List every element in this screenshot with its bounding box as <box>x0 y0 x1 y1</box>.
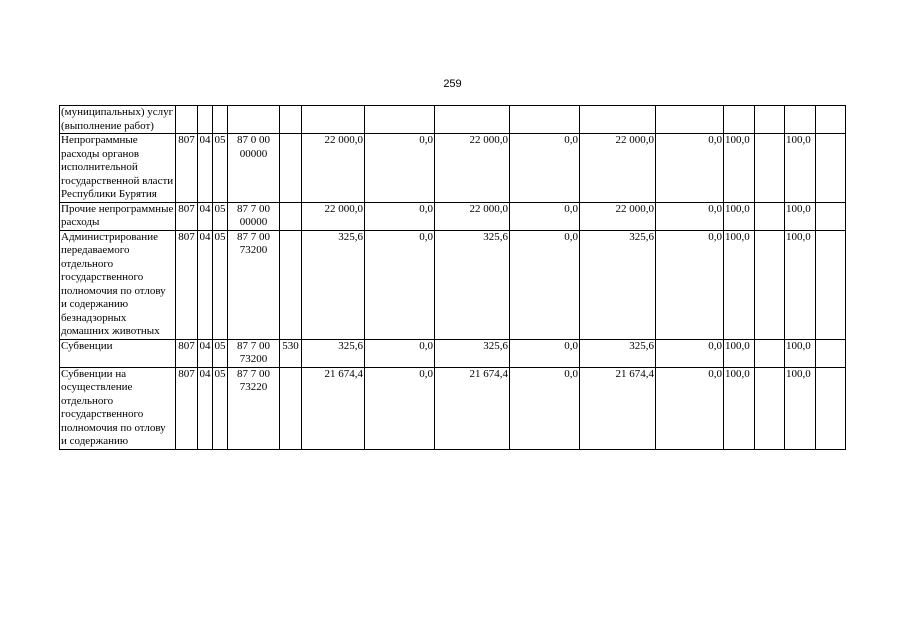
row-value-4: 0,0 <box>510 230 580 339</box>
row-percent-2 <box>755 106 785 134</box>
row-value-2 <box>365 106 435 134</box>
row-value-4: 0,0 <box>510 202 580 230</box>
row-percent-2 <box>755 339 785 367</box>
row-value-6: 0,0 <box>656 202 724 230</box>
row-value-5: 22 000,0 <box>580 202 656 230</box>
row-subsection: 05 <box>213 339 228 367</box>
row-value-3: 22 000,0 <box>435 202 510 230</box>
row-grbs: 807 <box>176 339 198 367</box>
table-row <box>60 134 846 203</box>
row-percent-3: 100,0 <box>785 134 816 203</box>
row-percent-1: 100,0 <box>724 367 755 449</box>
row-percent-1 <box>724 106 755 134</box>
row-name: Субвенции <box>60 339 176 367</box>
table-row <box>60 202 846 230</box>
row-name: Прочие непрограммные расходы <box>60 202 176 230</box>
row-value-6: 0,0 <box>656 339 724 367</box>
row-empty-cell <box>816 339 846 367</box>
row-empty-cell <box>816 230 846 339</box>
row-percent-1: 100,0 <box>724 230 755 339</box>
row-subsection: 05 <box>213 202 228 230</box>
row-subsection: 05 <box>213 230 228 339</box>
row-name: Субвенции на осуществление отдельного государственного полномочия по отлову и содержанию <box>60 367 176 449</box>
row-value-5: 22 000,0 <box>580 134 656 203</box>
row-value-3: 325,6 <box>435 339 510 367</box>
row-empty-cell <box>816 106 846 134</box>
row-value-3: 21 674,4 <box>435 367 510 449</box>
row-expense-type <box>280 202 302 230</box>
table-row <box>60 367 846 449</box>
row-subsection: 05 <box>213 367 228 449</box>
row-value-2: 0,0 <box>365 367 435 449</box>
row-expense-type <box>280 230 302 339</box>
page-number: 259 <box>443 78 462 90</box>
row-section: 04 <box>198 134 213 203</box>
row-section: 04 <box>198 339 213 367</box>
row-value-6 <box>656 106 724 134</box>
row-value-5: 21 674,4 <box>580 367 656 449</box>
row-empty-cell <box>816 202 846 230</box>
row-value-1 <box>302 106 365 134</box>
row-section: 04 <box>198 202 213 230</box>
table-row <box>60 339 846 367</box>
row-percent-3: 100,0 <box>785 230 816 339</box>
row-value-1: 325,6 <box>302 339 365 367</box>
row-percent-2 <box>755 202 785 230</box>
row-value-6: 0,0 <box>656 367 724 449</box>
row-empty-cell <box>816 367 846 449</box>
row-percent-2 <box>755 134 785 203</box>
row-value-2: 0,0 <box>365 230 435 339</box>
table-row <box>60 230 846 339</box>
row-expense-type <box>280 106 302 134</box>
row-value-4: 0,0 <box>510 134 580 203</box>
row-value-1: 22 000,0 <box>302 202 365 230</box>
row-target-article <box>228 106 280 134</box>
row-grbs: 807 <box>176 134 198 203</box>
row-name: Администрирование передаваемого отдельного государственного полномочия по отлову и содержанию безнадзорных домашних животных <box>60 230 176 339</box>
row-value-6: 0,0 <box>656 134 724 203</box>
row-grbs <box>176 106 198 134</box>
row-percent-1: 100,0 <box>724 202 755 230</box>
row-value-1: 21 674,4 <box>302 367 365 449</box>
row-target-article: 87 7 00 73200 <box>228 230 280 339</box>
row-value-5 <box>580 106 656 134</box>
row-expense-type <box>280 134 302 203</box>
row-percent-3: 100,0 <box>785 339 816 367</box>
row-value-3: 22 000,0 <box>435 134 510 203</box>
row-percent-1: 100,0 <box>724 134 755 203</box>
row-value-4 <box>510 106 580 134</box>
row-percent-3: 100,0 <box>785 367 816 449</box>
row-subsection: 05 <box>213 134 228 203</box>
row-target-article: 87 7 00 73220 <box>228 367 280 449</box>
row-percent-3 <box>785 106 816 134</box>
row-grbs: 807 <box>176 202 198 230</box>
row-value-5: 325,6 <box>580 230 656 339</box>
row-target-article: 87 7 00 73200 <box>228 339 280 367</box>
row-empty-cell <box>816 134 846 203</box>
row-value-5: 325,6 <box>580 339 656 367</box>
row-expense-type: 530 <box>280 339 302 367</box>
row-value-4: 0,0 <box>510 339 580 367</box>
row-percent-2 <box>755 230 785 339</box>
row-section <box>198 106 213 134</box>
row-value-2: 0,0 <box>365 339 435 367</box>
row-percent-2 <box>755 367 785 449</box>
row-value-6: 0,0 <box>656 230 724 339</box>
table-row <box>60 106 846 134</box>
row-subsection <box>213 106 228 134</box>
row-value-1: 22 000,0 <box>302 134 365 203</box>
row-name: (муниципальных) услуг (выполнение работ) <box>60 106 176 134</box>
row-percent-1: 100,0 <box>724 339 755 367</box>
row-target-article: 87 0 00 00000 <box>228 134 280 203</box>
row-value-3 <box>435 106 510 134</box>
row-target-article: 87 7 00 00000 <box>228 202 280 230</box>
budget-table <box>59 105 846 450</box>
row-value-2: 0,0 <box>365 202 435 230</box>
row-value-1: 325,6 <box>302 230 365 339</box>
row-value-4: 0,0 <box>510 367 580 449</box>
row-grbs: 807 <box>176 367 198 449</box>
row-percent-3: 100,0 <box>785 202 816 230</box>
row-section: 04 <box>198 230 213 339</box>
row-value-3: 325,6 <box>435 230 510 339</box>
row-value-2: 0,0 <box>365 134 435 203</box>
row-expense-type <box>280 367 302 449</box>
row-grbs: 807 <box>176 230 198 339</box>
row-section: 04 <box>198 367 213 449</box>
row-name: Непрограммные расходы органов исполнительной государственной власти Республики Бурятия <box>60 134 176 203</box>
